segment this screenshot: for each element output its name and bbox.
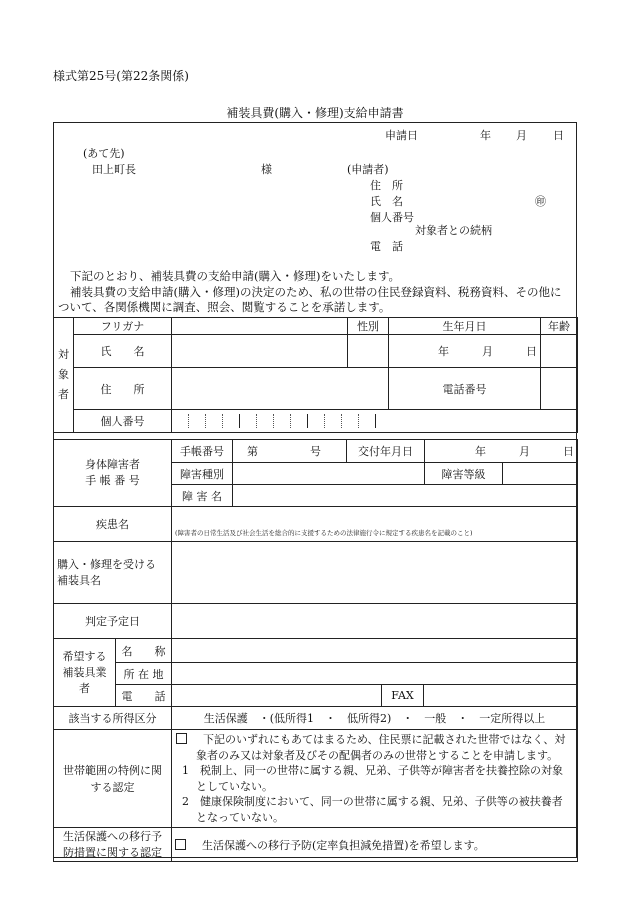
date-year: 年 <box>480 129 491 142</box>
gender-field[interactable] <box>348 335 389 368</box>
transition-checkbox[interactable] <box>175 839 186 850</box>
applicant-address: 住 所 <box>370 179 403 192</box>
income-options[interactable]: 生活保護 ・(低所得1 ・ 低所得2) ・ 一般 ・ 一定所得以上 <box>172 707 578 730</box>
gender-label: 性別 <box>348 318 389 335</box>
grade-label: 障害等級 <box>425 463 503 485</box>
form-number: 様式第25号(第22条関係) <box>53 69 189 83</box>
vendor-fax-field[interactable] <box>424 685 578 707</box>
disability-type-field[interactable] <box>233 463 425 485</box>
disease-field[interactable]: (障害者の日常生活及び社会生活を総合的に支援するための法律施行令に規定する疾患名を記載のこと) <box>172 507 578 542</box>
subject-table <box>53 317 578 433</box>
birth-field[interactable]: 年 月 日 <box>389 335 541 368</box>
judgement-date-field[interactable] <box>172 604 578 639</box>
subject-address-label: 住 所 <box>74 368 172 410</box>
date-day: 日 <box>553 129 564 142</box>
statement-2b: ついて、各関係機関に調査、照会、閲覧することを承諾します。 <box>58 300 391 314</box>
household-label: 世帯範囲の特例に関 する認定 <box>54 730 172 828</box>
subject-phone-label: 電話番号 <box>389 368 541 410</box>
handbook-label: 身体障害者 手 帳 番 号 <box>54 440 172 507</box>
disability-name-label: 障 害 名 <box>172 485 233 507</box>
addressee-label: (あて先) <box>83 147 125 160</box>
subject-address-field[interactable] <box>172 368 389 410</box>
subject-name-field[interactable] <box>172 335 348 368</box>
device-label: 購入・修理を受ける 補装具名 <box>54 542 172 604</box>
household-field: 下記のいずれにもあてはまるため、住民票に記載された世帯ではなく、対 象者のみ又は対象者及びその配偶者のみの世帯とすることを申請します。 1 税制上、同一の世帯に属する親、兄弟、子供等が障害者を扶養控除の対象 としていない。 2 健康保険制度において、同一の世帯に属する親、兄弟、子供等の被扶養者 となっていない。 <box>172 730 578 828</box>
age-field[interactable] <box>541 335 578 368</box>
vendor-location-label: 所 在 地 <box>116 663 172 685</box>
applicant-number: 個人番号 <box>370 211 414 224</box>
issue-date-field[interactable]: 年 月 日 <box>425 440 578 463</box>
applicant-label: (申請者) <box>347 163 389 176</box>
subject-id-label: 個人番号 <box>74 410 172 433</box>
subject-side-label: 対 象 者 <box>54 318 74 433</box>
date-month: 月 <box>516 129 527 142</box>
disease-label: 疾患名 <box>54 507 172 542</box>
subject-name-label: 氏 名 <box>74 335 172 368</box>
grade-field[interactable] <box>503 463 578 485</box>
issue-date-label: 交付年月日 <box>347 440 425 463</box>
age-label: 年齢 <box>541 318 578 335</box>
furigana-label: フリガナ <box>74 318 172 335</box>
vendor-label: 希望する 補装具業 者 <box>54 639 116 707</box>
disability-type-label: 障害種別 <box>172 463 233 485</box>
income-label: 該当する所得区分 <box>54 707 172 730</box>
statement-2a: 補装具費の支給申請(購入・修理)の決定のため、私の世帯の住民登録資料、税務資料、その他に <box>70 285 562 299</box>
vendor-name-field[interactable] <box>172 639 578 663</box>
vendor-phone-field[interactable] <box>172 685 382 707</box>
vendor-name-label: 名 称 <box>116 639 172 663</box>
addressee-honorific: 様 <box>261 163 272 176</box>
form-title: 補装具費(購入・修理)支給申請書 <box>226 106 404 120</box>
handbook-number-label: 手帳番号 <box>172 440 233 463</box>
birth-label: 生年月日 <box>389 318 541 335</box>
seal-mark: ㊞ <box>535 195 546 208</box>
subject-id-field[interactable] <box>172 410 578 433</box>
vendor-location-field[interactable] <box>172 663 578 685</box>
transition-field: 生活保護への移行予防(定率負担減免措置)を希望します。 <box>172 828 578 862</box>
applicant-phone: 電 話 <box>370 240 403 253</box>
disability-name-field[interactable] <box>233 485 578 507</box>
transition-label: 生活保護への移行予 防措置に関する認定 <box>54 828 172 862</box>
details-table <box>53 506 578 862</box>
applicant-name: 氏 名 <box>370 195 403 208</box>
household-checkbox[interactable] <box>176 733 187 744</box>
handbook-table <box>53 439 578 507</box>
device-field[interactable] <box>172 542 578 604</box>
subject-phone-field[interactable] <box>541 368 578 410</box>
furigana-field[interactable] <box>172 318 348 335</box>
handbook-number-field[interactable]: 第 号 <box>233 440 347 463</box>
applicant-relation: 対象者との続柄 <box>415 224 492 237</box>
vendor-fax-label: FAX <box>382 685 424 707</box>
vendor-phone-label: 電 話 <box>116 685 172 707</box>
addressee-name: 田上町長 <box>92 163 136 176</box>
judgement-date-label: 判定予定日 <box>54 604 172 639</box>
application-date-label: 申請日 <box>385 129 418 142</box>
statement-1: 下記のとおり、補装具費の支給申請(購入・修理)をいたします。 <box>70 269 401 283</box>
